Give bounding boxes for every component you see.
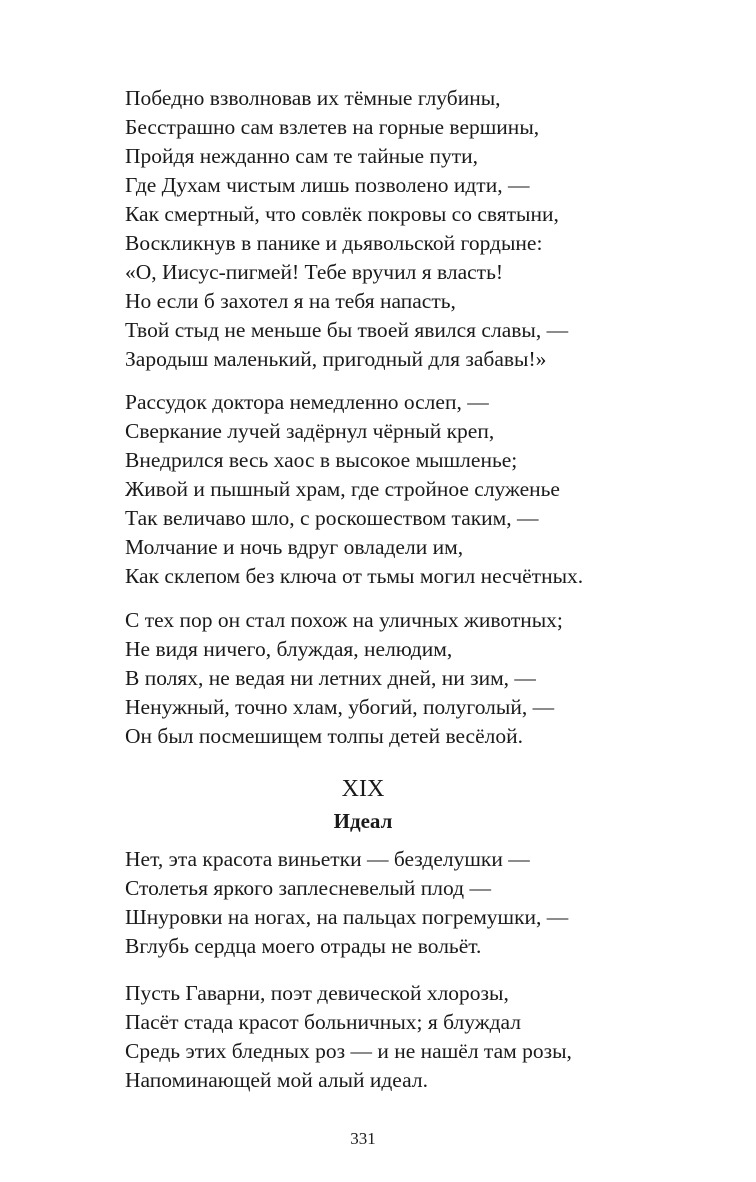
verse-line: Шнуровки на ногах, на пальцах погремушки, — bbox=[125, 905, 569, 929]
verse-line: Как склепом без ключа от тьмы могил несчётных. bbox=[125, 564, 584, 588]
verse-line: Твой стыд не меньше бы твоей явился славы, — bbox=[125, 318, 569, 342]
verse-line: Средь этих бледных роз — и не нашёл там розы, bbox=[125, 1039, 572, 1063]
verse-line: Бесстрашно сам взлетев на горные вершины, bbox=[125, 115, 540, 139]
stanza-1 bbox=[125, 84, 685, 374]
verse-line: Воскликнув в панике и дьявольской гордыне: bbox=[125, 231, 543, 255]
verse-line: «О, Иисус-пигмей! Тебе вручил я власть! bbox=[125, 260, 504, 284]
verse-line: С тех пор он стал похож на уличных животных; bbox=[125, 608, 563, 632]
verse-line: В полях, не ведая ни летних дней, ни зим, — bbox=[125, 666, 536, 690]
stanza-3 bbox=[125, 606, 685, 751]
poem-title: Идеал bbox=[333, 809, 393, 833]
verse-line: Ненужный, точно хлам, убогий, полуголый, — bbox=[125, 695, 555, 719]
stanza-2 bbox=[125, 388, 685, 591]
verse-line: Пусть Гаварни, поэт девической хлорозы, bbox=[125, 981, 509, 1005]
verse-line: Напоминающей мой алый идеал. bbox=[125, 1068, 428, 1092]
verse-line: Рассудок доктора немедленно ослеп, — bbox=[125, 390, 489, 414]
section-number: XIX bbox=[341, 776, 385, 802]
verse-line: Не видя ничего, блуждая, нелюдим, bbox=[125, 637, 453, 661]
verse-line: Где Духам чистым лишь позволено идти, — bbox=[125, 173, 530, 197]
verse-line: Пасёт стада красот больничных; я блуждал bbox=[125, 1010, 521, 1034]
verse-line: Нет, эта красота виньетки — безделушки — bbox=[125, 847, 530, 871]
verse-line: Но если б захотел я на тебя напасть, bbox=[125, 289, 456, 313]
verse-line: Так величаво шло, с роскошеством таким, — bbox=[125, 506, 539, 530]
page-number: 331 bbox=[350, 1129, 376, 1148]
verse-line: Пройдя нежданно сам те тайные пути, bbox=[125, 144, 479, 168]
verse-line: Вглубь сердца моего отрады не вольёт. bbox=[125, 934, 482, 958]
verse-line: Сверкание лучей задёрнул чёрный креп, bbox=[125, 419, 495, 443]
verse-line: Победно взволновав их тёмные глубины, bbox=[125, 86, 501, 110]
verse-line: Живой и пышный храм, где стройное служенье bbox=[125, 477, 560, 501]
poem-stanza-1 bbox=[125, 845, 685, 961]
verse-line: Молчание и ночь вдруг овладели им, bbox=[125, 535, 464, 559]
verse-line: Он был посмешищем толпы детей весёлой. bbox=[125, 724, 524, 748]
poem-stanza-2 bbox=[125, 979, 685, 1095]
verse-line: Столетья яркого заплесневелый плод — bbox=[125, 876, 491, 900]
verse-line: Внедрился весь хаос в высокое мышленье; bbox=[125, 448, 518, 472]
verse-line: Как смертный, что совлёк покровы со святыни, bbox=[125, 202, 559, 226]
verse-line: Зародыш маленький, пригодный для забавы!» bbox=[125, 347, 547, 371]
